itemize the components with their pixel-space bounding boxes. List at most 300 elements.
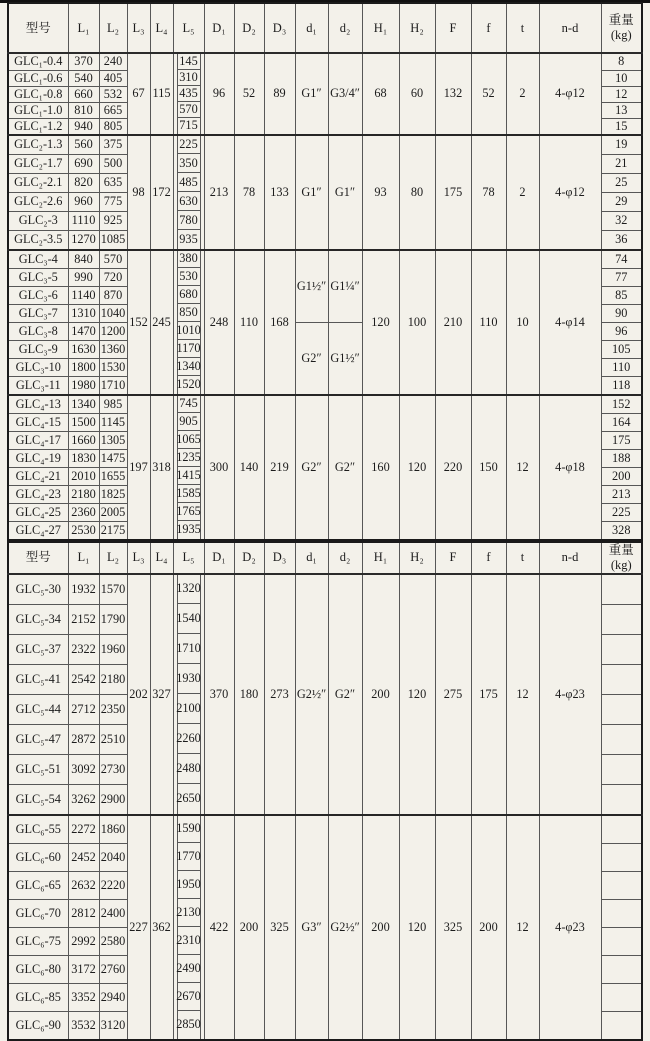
cell-L1: 3092 xyxy=(68,754,99,784)
cell-L2: 3120 xyxy=(99,1011,127,1040)
cell-d1: G1″ xyxy=(295,135,328,250)
cell-f: 52 xyxy=(471,53,506,135)
column-header-d1: d₁ xyxy=(295,542,328,574)
cell-L5: 1540 xyxy=(173,604,204,634)
cell-model: GLC₃-5 xyxy=(8,268,68,286)
cell-L2: 870 xyxy=(99,286,127,304)
column-header-L3: L₃ xyxy=(127,542,150,574)
cell-model: GLC₆-65 xyxy=(8,871,68,899)
cell-L4: 115 xyxy=(150,53,173,135)
cell-weight xyxy=(601,955,642,983)
cell-d2: G2″ xyxy=(328,574,362,815)
cell-f: 200 xyxy=(471,815,506,1040)
cell-L2: 1305 xyxy=(99,431,127,449)
cell-model: GLC₃-6 xyxy=(8,286,68,304)
cell-L2: 532 xyxy=(99,86,127,102)
cell-D2: 200 xyxy=(234,815,264,1040)
cell-model: GLC₂-1.7 xyxy=(8,154,68,173)
cell-model: GLC₃-7 xyxy=(8,304,68,322)
column-header-weight: 重量 (kg) xyxy=(601,542,642,574)
cell-L2: 635 xyxy=(99,173,127,192)
cell-L2: 1145 xyxy=(99,413,127,431)
column-header-D3: D₃ xyxy=(264,542,295,574)
cell-model: GLC₁-1.0 xyxy=(8,102,68,118)
cell-weight: 29 xyxy=(601,192,642,211)
cell-weight xyxy=(601,927,642,955)
cell-L1: 2180 xyxy=(68,485,99,503)
cell-f: 175 xyxy=(471,574,506,815)
cell-L2: 2400 xyxy=(99,899,127,927)
cell-model: GLC₂-3.5 xyxy=(8,230,68,250)
cell-L3: 227 xyxy=(127,815,150,1040)
cell-L1: 660 xyxy=(68,86,99,102)
cell-L1: 1270 xyxy=(68,230,99,250)
column-header-F: F xyxy=(435,3,471,53)
cell-weight xyxy=(601,899,642,927)
cell-d2: G1½″ xyxy=(328,322,362,395)
cell-t: 12 xyxy=(506,395,539,540)
column-header-L4: L₄ xyxy=(150,542,173,574)
cell-L2: 775 xyxy=(99,192,127,211)
cell-model: GLC₆-75 xyxy=(8,927,68,955)
cell-L1: 540 xyxy=(68,70,99,86)
cell-L5: 1765 xyxy=(173,503,204,521)
column-header-d2: d₂ xyxy=(328,542,362,574)
cell-weight: 10 xyxy=(601,70,642,86)
cell-H2: 120 xyxy=(399,574,435,815)
column-header-H1: H₁ xyxy=(362,3,399,53)
cell-weight: 19 xyxy=(601,135,642,155)
cell-weight xyxy=(601,754,642,784)
cell-L1: 2322 xyxy=(68,634,99,664)
column-header-L5: L₅ xyxy=(173,3,204,53)
cell-model: GLC₆-80 xyxy=(8,955,68,983)
cell-L1: 2812 xyxy=(68,899,99,927)
column-header-nd: n-d xyxy=(539,3,601,53)
cell-L5: 680 xyxy=(173,286,204,304)
column-header-D1: D₁ xyxy=(204,542,234,574)
cell-f: 150 xyxy=(471,395,506,540)
cell-model: GLC₆-90 xyxy=(8,1011,68,1040)
cell-weight: 74 xyxy=(601,250,642,269)
cell-L2: 805 xyxy=(99,118,127,135)
cell-L1: 2452 xyxy=(68,843,99,871)
cell-L5: 1770 xyxy=(173,843,204,871)
cell-model: GLC₅-47 xyxy=(8,724,68,754)
column-header-D1: D₁ xyxy=(204,3,234,53)
cell-L5: 850 xyxy=(173,304,204,322)
cell-L1: 2712 xyxy=(68,694,99,724)
cell-L5: 2670 xyxy=(173,983,204,1011)
cell-L1: 1500 xyxy=(68,413,99,431)
cell-d2: G1¼″ xyxy=(328,250,362,323)
cell-L2: 2040 xyxy=(99,843,127,871)
cell-L2: 375 xyxy=(99,135,127,155)
cell-weight: 13 xyxy=(601,102,642,118)
cell-L1: 2542 xyxy=(68,664,99,694)
cell-D1: 370 xyxy=(204,574,234,815)
cell-d1: G1″ xyxy=(295,53,328,135)
cell-L3: 98 xyxy=(127,135,150,250)
cell-L4: 318 xyxy=(150,395,173,540)
cell-D2: 52 xyxy=(234,53,264,135)
cell-weight: 15 xyxy=(601,118,642,135)
cell-weight xyxy=(601,604,642,634)
cell-L3: 67 xyxy=(127,53,150,135)
cell-L5: 435 xyxy=(173,86,204,102)
cell-t: 2 xyxy=(506,53,539,135)
cell-weight: 152 xyxy=(601,395,642,414)
cell-L2: 2350 xyxy=(99,694,127,724)
cell-t: 2 xyxy=(506,135,539,250)
cell-L5: 1065 xyxy=(173,431,204,449)
cell-L1: 1630 xyxy=(68,340,99,358)
cell-L1: 2010 xyxy=(68,467,99,485)
cell-weight: 90 xyxy=(601,304,642,322)
cell-weight: 96 xyxy=(601,322,642,340)
cell-L2: 2180 xyxy=(99,664,127,694)
cell-D3: 168 xyxy=(264,250,295,395)
cell-L1: 1110 xyxy=(68,211,99,230)
cell-L1: 3352 xyxy=(68,983,99,1011)
cell-model: GLC₂-3 xyxy=(8,211,68,230)
cell-D3: 273 xyxy=(264,574,295,815)
cell-d2: G2″ xyxy=(328,395,362,540)
header-row xyxy=(8,3,642,53)
column-header-model: 型号 xyxy=(8,542,68,574)
cell-F: 325 xyxy=(435,815,471,1040)
cell-L2: 1570 xyxy=(99,574,127,605)
cell-L1: 3172 xyxy=(68,955,99,983)
cell-L2: 1200 xyxy=(99,322,127,340)
cell-model: GLC₅-41 xyxy=(8,664,68,694)
cell-d1: G3″ xyxy=(295,815,328,1040)
cell-weight: 118 xyxy=(601,376,642,395)
cell-weight: 21 xyxy=(601,154,642,173)
cell-t: 10 xyxy=(506,250,539,395)
cell-L1: 560 xyxy=(68,135,99,155)
cell-H1: 93 xyxy=(362,135,399,250)
cell-L5: 530 xyxy=(173,268,204,286)
cell-H1: 200 xyxy=(362,815,399,1040)
cell-L5: 380 xyxy=(173,250,204,269)
cell-L5: 2310 xyxy=(173,927,204,955)
cell-D3: 325 xyxy=(264,815,295,1040)
cell-d1: G2½″ xyxy=(295,574,328,815)
cell-n-d: 4-φ23 xyxy=(539,574,601,815)
cell-L2: 1790 xyxy=(99,604,127,634)
cell-n-d: 4-φ12 xyxy=(539,53,601,135)
cell-L3: 202 xyxy=(127,574,150,815)
cell-weight: 77 xyxy=(601,268,642,286)
cell-model: GLC₄-19 xyxy=(8,449,68,467)
cell-L1: 990 xyxy=(68,268,99,286)
cell-n-d: 4-φ18 xyxy=(539,395,601,540)
column-header-L1: L₁ xyxy=(68,3,99,53)
cell-t: 12 xyxy=(506,815,539,1040)
cell-L1: 1310 xyxy=(68,304,99,322)
cell-L1: 1660 xyxy=(68,431,99,449)
cell-model: GLC₄-27 xyxy=(8,521,68,540)
column-header-t: t xyxy=(506,3,539,53)
cell-L5: 145 xyxy=(173,53,204,70)
cell-H2: 60 xyxy=(399,53,435,135)
cell-model: GLC₅-51 xyxy=(8,754,68,784)
cell-model: GLC₃-10 xyxy=(8,358,68,376)
cell-t: 12 xyxy=(506,574,539,815)
cell-L2: 2900 xyxy=(99,784,127,815)
cell-d1: G1½″ xyxy=(295,250,328,323)
cell-L1: 2872 xyxy=(68,724,99,754)
cell-L2: 2510 xyxy=(99,724,127,754)
cell-L5: 2480 xyxy=(173,754,204,784)
cell-weight: 8 xyxy=(601,53,642,70)
cell-weight: 36 xyxy=(601,230,642,250)
cell-L2: 2580 xyxy=(99,927,127,955)
cell-L5: 1930 xyxy=(173,664,204,694)
cell-F: 220 xyxy=(435,395,471,540)
cell-L5: 1590 xyxy=(173,815,204,844)
cell-L5: 1935 xyxy=(173,521,204,540)
cell-L5: 1520 xyxy=(173,376,204,395)
cell-L2: 570 xyxy=(99,250,127,269)
cell-D1: 422 xyxy=(204,815,234,1040)
cell-model: GLC₄-13 xyxy=(8,395,68,414)
cell-model: GLC₃-8 xyxy=(8,322,68,340)
cell-d1: G2″ xyxy=(295,322,328,395)
cell-F: 210 xyxy=(435,250,471,395)
cell-model: GLC₃-9 xyxy=(8,340,68,358)
cell-weight xyxy=(601,815,642,844)
cell-model: GLC₁-0.6 xyxy=(8,70,68,86)
cell-L2: 2175 xyxy=(99,521,127,540)
cell-L1: 2152 xyxy=(68,604,99,634)
cell-H2: 120 xyxy=(399,815,435,1040)
cell-model: GLC₅-37 xyxy=(8,634,68,664)
cell-L1: 1140 xyxy=(68,286,99,304)
cell-weight xyxy=(601,574,642,605)
cell-L2: 1040 xyxy=(99,304,127,322)
row-GLC₄-13 xyxy=(8,395,642,414)
cell-L1: 690 xyxy=(68,154,99,173)
cell-L1: 2632 xyxy=(68,871,99,899)
column-header-weight: 重量 (kg) xyxy=(601,3,642,53)
cell-weight: 200 xyxy=(601,467,642,485)
spec-table-lower xyxy=(7,541,643,1041)
cell-H2: 80 xyxy=(399,135,435,250)
cell-weight xyxy=(601,983,642,1011)
column-header-D2: D₂ xyxy=(234,542,264,574)
cell-D2: 180 xyxy=(234,574,264,815)
cell-L5: 780 xyxy=(173,211,204,230)
cell-L5: 715 xyxy=(173,118,204,135)
cell-n-d: 4-φ23 xyxy=(539,815,601,1040)
column-header-f: f xyxy=(471,542,506,574)
row-GLC₁-0.4 xyxy=(8,53,642,70)
cell-L5: 1235 xyxy=(173,449,204,467)
cell-L2: 665 xyxy=(99,102,127,118)
cell-D1: 213 xyxy=(204,135,234,250)
cell-L2: 985 xyxy=(99,395,127,414)
cell-L1: 840 xyxy=(68,250,99,269)
cell-weight xyxy=(601,694,642,724)
cell-L1: 3262 xyxy=(68,784,99,815)
cell-L1: 1830 xyxy=(68,449,99,467)
cell-d2: G1″ xyxy=(328,135,362,250)
column-header-L2: L₂ xyxy=(99,542,127,574)
cell-model: GLC₆-70 xyxy=(8,899,68,927)
cell-L5: 1710 xyxy=(173,634,204,664)
cell-model: GLC₃-11 xyxy=(8,376,68,395)
cell-model: GLC₁-0.4 xyxy=(8,53,68,70)
cell-L1: 2992 xyxy=(68,927,99,955)
cell-weight: 213 xyxy=(601,485,642,503)
cell-weight: 188 xyxy=(601,449,642,467)
cell-L5: 2490 xyxy=(173,955,204,983)
cell-L5: 1950 xyxy=(173,871,204,899)
cell-L2: 240 xyxy=(99,53,127,70)
cell-L2: 720 xyxy=(99,268,127,286)
cell-model: GLC₁-1.2 xyxy=(8,118,68,135)
cell-weight: 105 xyxy=(601,340,642,358)
cell-d2: G2½″ xyxy=(328,815,362,1040)
cell-model: GLC₄-23 xyxy=(8,485,68,503)
cell-L2: 2220 xyxy=(99,871,127,899)
cell-L3: 152 xyxy=(127,250,150,395)
column-header-F: F xyxy=(435,542,471,574)
cell-L5: 1170 xyxy=(173,340,204,358)
cell-weight: 175 xyxy=(601,431,642,449)
cell-L2: 1530 xyxy=(99,358,127,376)
cell-L4: 362 xyxy=(150,815,173,1040)
column-header-H2: H₂ xyxy=(399,542,435,574)
cell-model: GLC₅-44 xyxy=(8,694,68,724)
cell-L5: 2260 xyxy=(173,724,204,754)
cell-L4: 245 xyxy=(150,250,173,395)
cell-L5: 1415 xyxy=(173,467,204,485)
cell-L1: 2360 xyxy=(68,503,99,521)
cell-F: 175 xyxy=(435,135,471,250)
spec-tables-container xyxy=(7,2,643,1041)
cell-d1: G2″ xyxy=(295,395,328,540)
cell-L5: 745 xyxy=(173,395,204,414)
cell-L2: 1710 xyxy=(99,376,127,395)
cell-L1: 1980 xyxy=(68,376,99,395)
cell-D3: 133 xyxy=(264,135,295,250)
cell-L1: 2272 xyxy=(68,815,99,844)
cell-L1: 1340 xyxy=(68,395,99,414)
cell-weight: 32 xyxy=(601,211,642,230)
cell-L5: 1340 xyxy=(173,358,204,376)
cell-L5: 1320 xyxy=(173,574,204,605)
cell-weight: 328 xyxy=(601,521,642,540)
column-header-d1: d₁ xyxy=(295,3,328,53)
cell-L4: 327 xyxy=(150,574,173,815)
cell-weight: 225 xyxy=(601,503,642,521)
cell-F: 275 xyxy=(435,574,471,815)
cell-L2: 1360 xyxy=(99,340,127,358)
cell-model: GLC₂-2.6 xyxy=(8,192,68,211)
cell-D3: 89 xyxy=(264,53,295,135)
cell-L5: 2650 xyxy=(173,784,204,815)
cell-weight xyxy=(601,784,642,815)
cell-L5: 2100 xyxy=(173,694,204,724)
cell-H1: 68 xyxy=(362,53,399,135)
row-GLC₅-30 xyxy=(8,574,642,605)
cell-L5: 485 xyxy=(173,173,204,192)
spec-table-upper xyxy=(7,2,643,541)
cell-L2: 1860 xyxy=(99,815,127,844)
cell-L2: 405 xyxy=(99,70,127,86)
cell-L5: 905 xyxy=(173,413,204,431)
cell-L1: 1932 xyxy=(68,574,99,605)
column-header-H1: H₁ xyxy=(362,542,399,574)
cell-weight xyxy=(601,634,642,664)
cell-model: GLC₆-55 xyxy=(8,815,68,844)
cell-L1: 960 xyxy=(68,192,99,211)
cell-weight: 85 xyxy=(601,286,642,304)
cell-H2: 100 xyxy=(399,250,435,395)
cell-f: 78 xyxy=(471,135,506,250)
column-header-t: t xyxy=(506,542,539,574)
column-header-L1: L₁ xyxy=(68,542,99,574)
cell-model: GLC₄-15 xyxy=(8,413,68,431)
cell-model: GLC₄-25 xyxy=(8,503,68,521)
cell-model: GLC₃-4 xyxy=(8,250,68,269)
cell-D3: 219 xyxy=(264,395,295,540)
cell-L5: 1585 xyxy=(173,485,204,503)
cell-L2: 1085 xyxy=(99,230,127,250)
cell-L1: 820 xyxy=(68,173,99,192)
cell-n-d: 4-φ14 xyxy=(539,250,601,395)
row-GLC₂-1.3 xyxy=(8,135,642,155)
column-header-H2: H₂ xyxy=(399,3,435,53)
cell-L5: 225 xyxy=(173,135,204,155)
column-header-f: f xyxy=(471,3,506,53)
cell-model: GLC₅-34 xyxy=(8,604,68,634)
cell-L1: 810 xyxy=(68,102,99,118)
cell-L4: 172 xyxy=(150,135,173,250)
column-header-nd: n-d xyxy=(539,542,601,574)
cell-weight: 110 xyxy=(601,358,642,376)
cell-model: GLC₂-2.1 xyxy=(8,173,68,192)
cell-f: 110 xyxy=(471,250,506,395)
cell-L5: 570 xyxy=(173,102,204,118)
cell-model: GLC₅-30 xyxy=(8,574,68,605)
cell-L2: 1825 xyxy=(99,485,127,503)
column-header-D2: D₂ xyxy=(234,3,264,53)
cell-L3: 197 xyxy=(127,395,150,540)
cell-D1: 96 xyxy=(204,53,234,135)
cell-L2: 1475 xyxy=(99,449,127,467)
cell-L5: 310 xyxy=(173,70,204,86)
cell-weight xyxy=(601,1011,642,1040)
cell-L2: 925 xyxy=(99,211,127,230)
cell-weight: 164 xyxy=(601,413,642,431)
cell-L2: 2730 xyxy=(99,754,127,784)
cell-H1: 160 xyxy=(362,395,399,540)
cell-model: GLC₄-21 xyxy=(8,467,68,485)
row-GLC₆-55 xyxy=(8,815,642,844)
cell-weight: 25 xyxy=(601,173,642,192)
cell-L5: 2130 xyxy=(173,899,204,927)
column-header-L2: L₂ xyxy=(99,3,127,53)
column-header-d2: d₂ xyxy=(328,3,362,53)
cell-L1: 1470 xyxy=(68,322,99,340)
cell-L2: 2760 xyxy=(99,955,127,983)
cell-L2: 1655 xyxy=(99,467,127,485)
cell-L5: 935 xyxy=(173,230,204,250)
